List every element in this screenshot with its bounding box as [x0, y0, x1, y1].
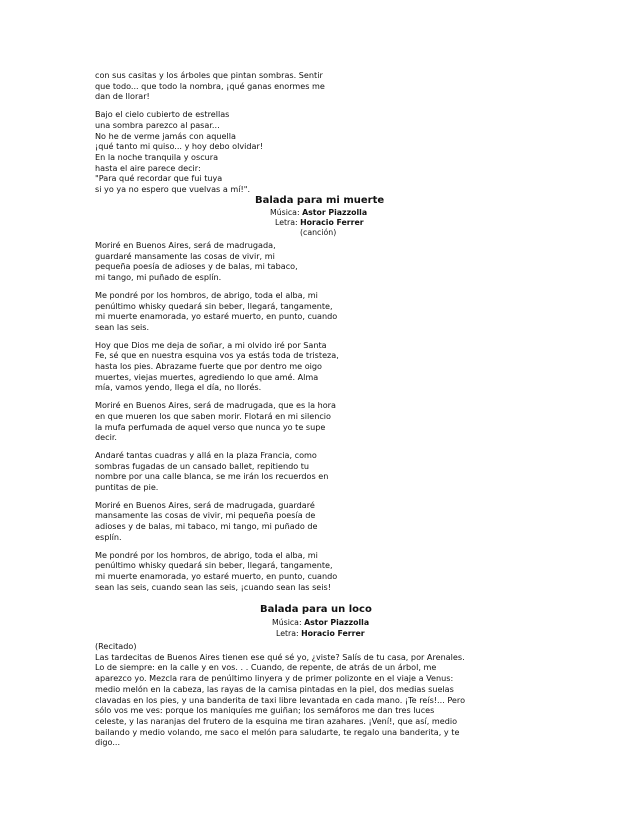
lyricist: Horacio Ferrer [301, 629, 365, 638]
poem-stanza: con sus casitas y los árboles que pintan sombras. Sentir que todo... que todo la nombra, ¡qué ganas enormes me dan de llorar! [95, 70, 325, 102]
lyrics-label: Letra: [275, 218, 298, 227]
song-title: Balada para un loco [260, 604, 372, 615]
lyrics-paragraph: Moriré en Buenos Aires, será de madrugada, guardaré mansamente las cosas de vivir, mi pequeña poesía de adioses y de balas, mi tabaco, mi tango, mi puñado de esplín. [95, 240, 298, 283]
lyrics-paragraph: (Recitado) Las tardecitas de Buenos Aires tienen ese qué sé yo, ¿viste? Salís de tu casa, por Arenales. Lo de siempre: en la calle y en vos. . . Cuando, de repente, de atrás de un árbol, me aparezco yo. Mezcla rara de penúltimo linyera y de primer polizonte en el viaje a Venus: medio melón en la cabeza, las rayas de la camisa pintadas en la piel, dos medias suelas clavadas en los pies, y una banderita de taxi libre levantada en cada mano. ¡Te reís!... Pero sólo vos me ves: porque los maniquíes me guiñan; los semáforos me dan tres luces celeste, y las naranjas del frutero de la esquina me tiran azahares. ¡Vení!, que así, medio bailando y medio volando, me saco el melón para saludarte, te regalo una banderita, y te digo... [95, 641, 466, 748]
song-genre: (canción) [300, 228, 337, 237]
lyrics-paragraph: Moriré en Buenos Aires, será de madrugada, que es la hora en que mueren los que saben morir. Flotará en mi silencio la mufa perfumada de aquel verso que nunca yo te supe decir. [95, 400, 336, 443]
music-label: Música: [272, 618, 302, 627]
lyrics-paragraph: Andaré tantas cuadras y allá en la plaza Francia, como sombras fugadas de un cansado ballet, repitiendo tu nombre por una calle blanca, se me irán los recuerdos en puntitas de pie. [95, 449, 329, 493]
previous-poem-ending [95, 70, 355, 195]
song-title: Balada para mi muerte [255, 195, 385, 206]
lyrics-paragraph: Me pondré por los hombros, de abrigo, toda el alba, mi penúltimo whisky quedará sin beber, llegará, tangamente, mi muerte enamorada, yo estaré muerto, en punto, cuando sean las seis, cuando sean las seis, ¡cuando sean las seis! [95, 549, 338, 592]
lyricist: Horacio Ferrer [300, 218, 364, 227]
lyrics-paragraph: Me pondré por los hombros, de abrigo, toda el alba, mi penúltimo whisky quedará sin beber, llegará, tangamente, mi muerte enamorada, yo estaré muerto, en punto, cuando sean las seis. [95, 289, 338, 332]
music-composer: Astor Piazzolla [302, 208, 368, 217]
music-label: Música: [270, 208, 300, 217]
song-lyrics [95, 240, 395, 592]
lyrics-credit [276, 629, 365, 639]
music-credit [270, 208, 367, 218]
lyrics-credit [275, 218, 364, 228]
song-lyrics [95, 641, 515, 748]
lyrics-paragraph: Hoy que Dios me deja de soñar, a mi olvido iré por Santa Fe, sé que en nuestra esquina vos ya estás toda de tristeza, hasta los pies. Abrazame fuerte que por dentro me oigo muertes, viejas muertes, agrediendo lo que amé. Alma mía, vamos yendo, llega el día, no llorés. [95, 339, 339, 393]
music-credit [272, 618, 369, 628]
lyrics-paragraph: Moriré en Buenos Aires, será de madrugada, guardaré mansamente las cosas de vivir, mi pequeña poesía de adioses y de balas, mi tabaco, mi tango, mi puñado de esplín. [95, 499, 318, 542]
lyrics-label: Letra: [276, 629, 299, 638]
poem-stanza: Bajo el cielo cubierto de estrellas una sombra parezco al pasar... No he de verme jamás con aquella ¡qué tanto mi quiso... y hoy debo olvidar! En la noche tranquila y oscura hasta el aire parece decir: "Para qué recordar que fui tuya si yo ya no espero que vuelvas a mí!". [95, 109, 264, 195]
music-composer: Astor Piazzolla [304, 618, 370, 627]
